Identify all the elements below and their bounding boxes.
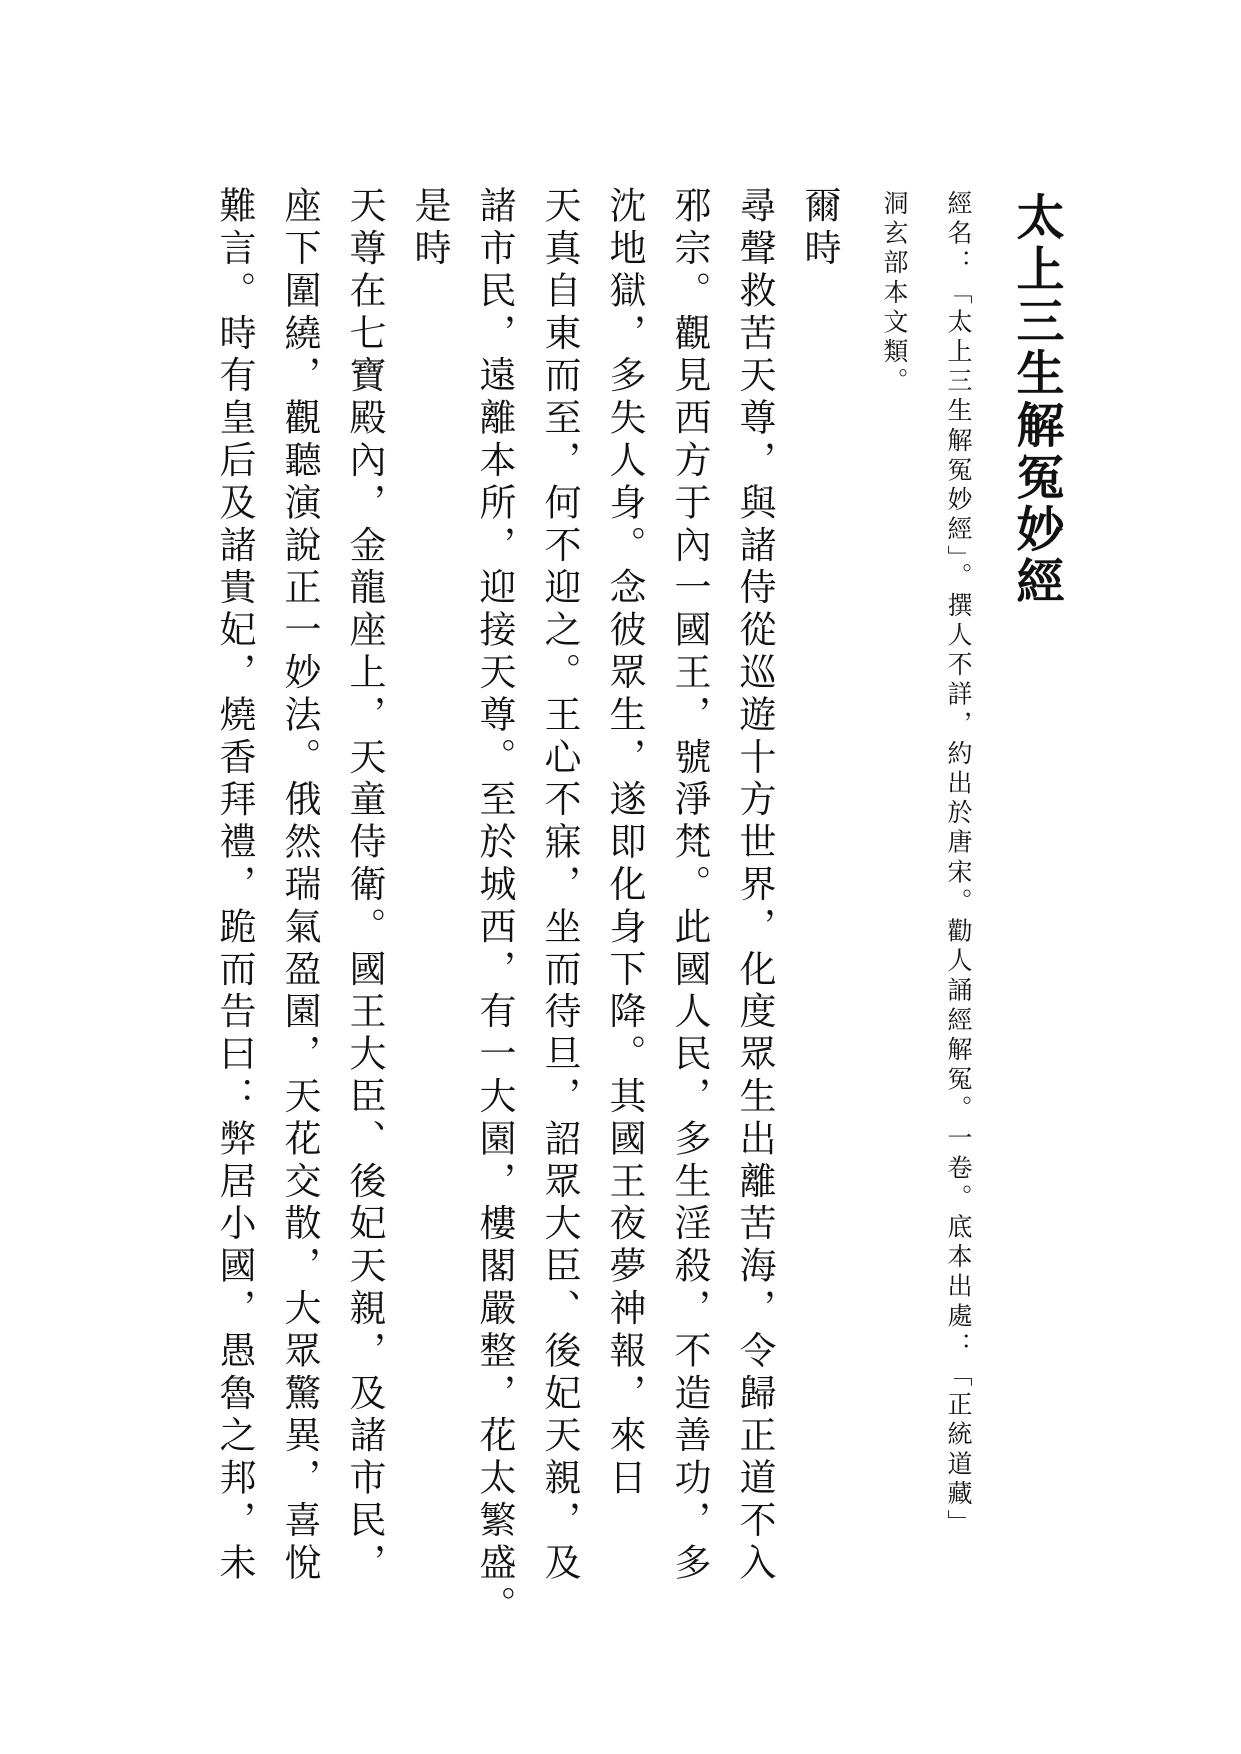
body-column-2: 尋聲救苦天尊，與諸侍從巡遊十方世界，化度眾生出離苦海，令歸正道不入 (733, 186, 776, 1586)
metadata-line-2: 洞玄部本文類。 (880, 190, 909, 398)
metadata-line-1: 經名：「太上三生解冤妙經」。撰人不詳，約出於唐宋。勸人誦經解冤。一卷。底本出處：「正統道藏」 (944, 190, 973, 1540)
body-column-7: 是時 (408, 186, 451, 271)
body-column-9: 座下圍繞，觀聽演說正一妙法。俄然瑞氣盈園，天花交散，大眾驚異，喜悅 (278, 186, 321, 1586)
body-column-10: 難言。時有皇后及諸貴妃，燒香拜禮，跪而告曰：弊居小國，愚魯之邦，未 (213, 186, 256, 1586)
body-column-5: 天真自東而至，何不迎之。王心不寐，坐而待旦，詔眾大臣、後妃天親，及 (538, 186, 581, 1586)
scripture-title: 太上三生解冤妙經 (1008, 192, 1064, 608)
body-column-6: 諸市民，遠離本所，迎接天尊。至於城西，有一大園，樓閣嚴整，花太繁盛。 (473, 186, 516, 1628)
body-column-4: 沈地獄，多失人身。念彼眾生，遂即化身下降。其國王夜夢神報，來日 (603, 186, 646, 1501)
body-column-3: 邪宗。觀見西方于內一國王，號淨梵。此國人民，多生淫殺，不造善功，多 (668, 186, 711, 1586)
body-column-1: 爾時 (798, 186, 841, 271)
body-column-8: 天尊在七寶殿內，金龍座上，天童侍衛。國王大臣、後妃天親，及諸市民， (343, 186, 386, 1586)
